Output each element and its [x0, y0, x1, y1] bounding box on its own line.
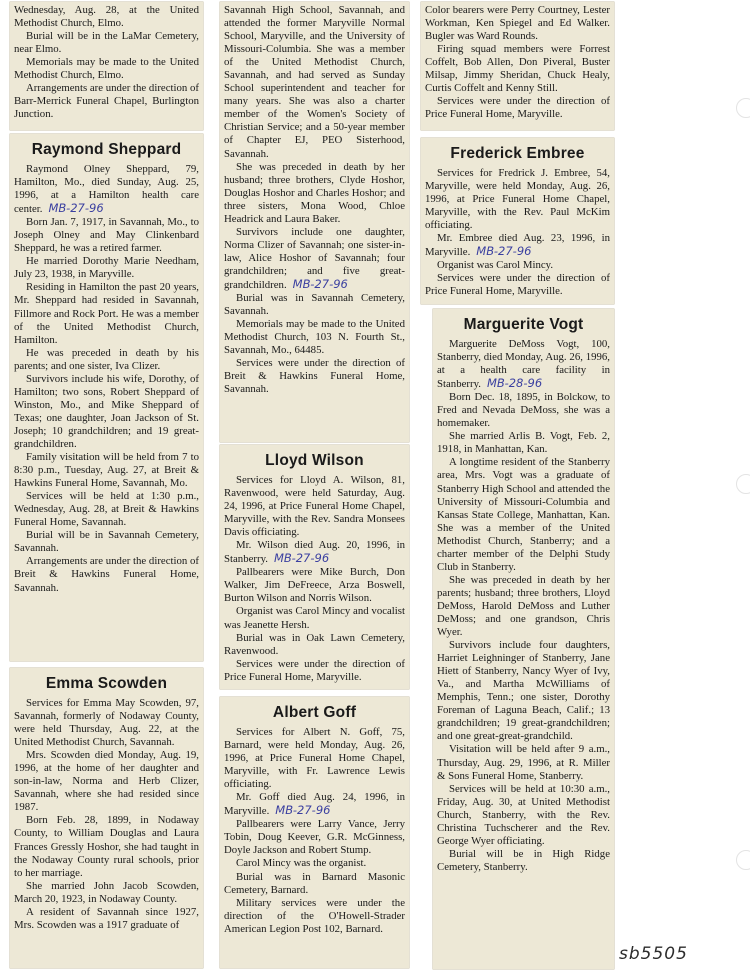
paragraph: Mrs. Scowden died Monday, Aug. 19, 1996, at the home of her daughter and son-in-law, Norma and Herb Clizer, Savannah, where she had resided since 1987.	[14, 749, 199, 814]
paragraph: Services for Lloyd A. Wilson, 81, Ravenwood, were held Saturday, Aug. 24, 1996, at Price Funeral Home Chapel, Maryville, with the Rev. Sandra Monsees Davis officiating.	[224, 474, 405, 539]
paragraph: Carol Mincy was the organist.	[236, 857, 367, 870]
paragraph: Born Dec. 18, 1895, in Bolckow, to Fred and Nevada DeMoss, she was a homemaker.	[437, 391, 610, 430]
obituary-heading: Emma Scowden	[45, 675, 168, 692]
paragraph: Residing in Hamilton the past 20 years, Mr. Sheppard had resided in Savannah, Fillmore and Rock Port. He was a member of the United Methodist Church, Hamilton.	[14, 281, 199, 346]
paragraph: Savannah High School, Savannah, and attended the former Maryville Normal School, Maryville, and the University of Missouri-Columbia. She was a member of the United Methodist Church, Savannah, and had served as Sunday School superintendent and teacher for many years. She was also a charter member of the Women's Society of Christian Service; and a 50-year member of Chapter EJ, PEO Sisterhood, Savannah.	[224, 4, 405, 160]
binder-hole	[736, 98, 750, 118]
paragraph: She was preceded in death by her husband; three brothers, Clyde Hoshor, Douglas Hoshor and Charles Hoshor; and three sisters, Mona Wood, Chloe Headrick and Laura Baker.	[224, 160, 405, 225]
paragraph: Services will be held at 1:30 p.m., Wednesday, Aug. 28, at Breit & Hawkins Funeral Home, Savannah.	[14, 490, 199, 529]
paragraph: Services were under the direction of Breit & Hawkins Funeral Home, Savannah.	[224, 357, 405, 396]
paragraph: Burial was in Oak Lawn Cemetery, Ravenwood.	[224, 631, 405, 657]
paragraph: Services will be held at 10:30 a.m., Friday, Aug. 30, at United Methodist Church, Stanberry, with the Rev. Christina Tuchscherer and the Rev. George Wyer officiating.	[437, 782, 610, 847]
paragraph: Marguerite DeMoss Vogt, 100, Stanberry, died Monday, Aug. 26, 1996, at a health care facility in Stanberry. MB-28-96	[437, 338, 610, 391]
obituary-albert-goff	[220, 697, 409, 968]
obituary-marguerite-vogt	[433, 309, 614, 969]
archive-id-label: sb5505	[619, 944, 688, 964]
paragraph: Color bearers were Perry Courtney, Lester Workman, Ken Spiegel and Ed Walker. Bugler was Ward Rounds.	[425, 4, 610, 43]
paragraph: Raymond Olney Sheppard, 79, Hamilton, Mo., died Sunday, Aug. 25, 1996, at a Hamilton health care center. MB-27-96	[14, 163, 199, 216]
text-line: Memorials may be made to the United Methodist Church, Elmo.	[14, 56, 199, 82]
paragraph: A longtime resident of the Stanberry area, Mrs. Vogt was a graduate of Stanberry High School and attended the University of Missouri-Columbia and Kansas State College, Manhattan, Kan. She was a member of the United Methodist Church, Stanberry; and a charter member of the Delphi Study Club in Stanberry.	[437, 456, 610, 573]
paragraph: Pallbearers were Larry Vance, Jerry Tobin, Doug Keever, G.R. McGinness, Doyle Jackson and Robert Stump.	[224, 818, 405, 857]
obituary-heading: Frederick Embree	[450, 145, 585, 162]
paragraph: Organist was Carol Mincy.	[437, 259, 554, 272]
paragraph: Burial was in Barnard Masonic Cemetery, Barnard.	[224, 870, 405, 896]
paragraph: Firing squad members were Forrest Coffelt, Bob Allen, Don Piveral, Buster Milsap, Jimmy Sheridan, Chuck Healy, Curtis Coffelt and Kenny Still.	[425, 43, 610, 95]
clipping-goff-continuation	[421, 2, 614, 130]
paragraph: She was preceded in death by her parents; husband; three brothers, Lloyd DeMoss, Harold DeMoss and Luther DeMoss; and one grandson, Chris Wyer.	[437, 573, 610, 639]
paragraph: Mr. Goff died Aug. 24, 1996, in Maryville. MB-27-96	[224, 791, 405, 818]
paragraph: Survivors include four daughters, Harriet Leighninger of Stanberry, Jane Hiett of Stanberry, Nancy Wyer of Ivy, Va., and Martha McWilliams of Memphis, Tenn.; one sister, Dorothy Foreman of Laguna Beach, Calif.; 13 grandchildren; 19 great-grandchildren; and one great-great-grandchild.	[437, 639, 610, 743]
paragraph: He was preceded in death by his parents; and one sister, Iva Clizer.	[14, 346, 199, 372]
paragraph: Mr. Embree died Aug. 23, 1996, in Maryville. MB-27-96	[425, 232, 610, 259]
paragraph: Born Jan. 7, 1917, in Savannah, Mo., to Joseph Olney and May Clinkenbard Sheppard, he was a retired farmer.	[14, 216, 199, 255]
binder-hole	[736, 474, 750, 494]
obituary-heading: Albert Goff	[272, 704, 357, 721]
text-line: Arrangements are under the direction of Barr-Merrick Funeral Chapel, Burlington Junction.	[14, 82, 199, 121]
handwritten-date-note: MB-27-96	[476, 244, 532, 259]
paragraph: Services were under the direction of Price Funeral Home, Maryville.	[224, 657, 405, 683]
paragraph: Survivors include his wife, Dorothy, of Hamilton; two sons, Robert Sheppard of Winston, Mo., and Mike Sheppard of Texas; one daughter, Joan Jackson of St. Joseph; 10 grandchildren; and 19 great-grandchildren.	[14, 372, 199, 450]
handwritten-date-note: MB-27-96	[273, 551, 330, 566]
paragraph: He married Dorothy Marie Needham, July 23, 1938, in Maryville.	[14, 255, 199, 281]
obituary-lloyd-wilson	[220, 445, 409, 689]
handwritten-date-note: MB-27-96	[275, 803, 331, 818]
paragraph: Military services were under the direction of the O'Howell-Strader American Legion Post 102, Barnard.	[224, 896, 405, 935]
obituary-raymond-sheppard	[10, 134, 203, 661]
obituary-heading: Raymond Sheppard	[31, 141, 182, 158]
handwritten-date-note: MB-28-96	[486, 376, 543, 391]
obituary-heading: Marguerite Vogt	[463, 316, 584, 333]
paragraph: Burial was in Savannah Cemetery, Savannah.	[224, 292, 405, 318]
paragraph: Family visitation will be held from 7 to 8:30 p.m., Tuesday, Aug. 27, at Breit & Hawkins Funeral Home, Savannah, Mo.	[14, 451, 199, 490]
paragraph: She married John Jacob Scowden, March 20, 1923, in Nodaway County.	[14, 879, 199, 905]
obituary-emma-scowden-continued	[220, 2, 409, 442]
paragraph: Services were under the direction of Price Funeral Home, Maryville.	[425, 272, 610, 298]
paragraph: Services for Fredrick J. Embree, 54, Maryville, were held Monday, Aug. 26, 1996, at Price Funeral Home Chapel, Maryville, with the Rev. Paul McKim officiating.	[425, 167, 610, 232]
text-line: Wednesday, Aug. 28, at the United Methodist Church, Elmo.	[14, 4, 199, 30]
paragraph: She married Arlis B. Vogt, Feb. 2, 1918, in Manhattan, Kan.	[437, 430, 610, 456]
paragraph: Visitation will be held after 9 a.m., Thursday, Aug. 29, 1996, at R. Miller & Sons Funeral Home, Stanberry.	[437, 743, 610, 782]
paragraph: Burial will be in Savannah Cemetery, Savannah.	[14, 529, 199, 555]
handwritten-date-note: MB-27-96	[48, 201, 104, 216]
paragraph: Organist was Carol Mincy and vocalist was Jeanette Hersh.	[224, 605, 405, 631]
obituary-frederick-embree	[421, 138, 614, 304]
text-line: Burial will be in the LaMar Cemetery, near Elmo.	[14, 30, 199, 56]
binder-hole	[736, 850, 750, 870]
paragraph: Pallbearers were Mike Burch, Don Walker, Jim DeFreece, Arza Boswell, Burton Wilson and Norris Wilson.	[224, 566, 405, 605]
paragraph: Arrangements are under the direction of Breit & Hawkins Funeral Home, Savannah.	[14, 555, 199, 594]
paragraph: Burial will be in High Ridge Cemetery, Stanberry.	[437, 847, 610, 873]
obituary-heading: Lloyd Wilson	[265, 452, 364, 469]
clipping-elmo-continuation	[10, 2, 203, 130]
handwritten-date-note: MB-27-96	[292, 276, 348, 291]
paragraph: Memorials may be made to the United Methodist Church, 103 N. Fourth St., Savannah, Mo., 64485.	[224, 318, 405, 357]
paragraph: Services for Emma May Scowden, 97, Savannah, formerly of Nodaway County, were held Thursday, Aug. 22, at the United Methodist Church, Savannah.	[14, 697, 199, 749]
paragraph: A resident of Savannah since 1927, Mrs. Scowden was a 1917 graduate of	[14, 905, 199, 931]
paragraph: Survivors include one daughter, Norma Clizer of Savannah; one sister-in-law, Alice Hoshor of Savannah; four grandchildren; and five great-grandchildren. MB-27-96	[224, 225, 405, 291]
paragraph: Services for Albert N. Goff, 75, Barnard, were held Monday, Aug. 26, 1996, at Price Funeral Home Chapel, Maryville, with Fr. Lawrence Lewis officiating.	[224, 726, 405, 791]
paragraph: Services were under the direction of Price Funeral Home, Maryville.	[425, 95, 610, 121]
paragraph: Born Feb. 28, 1899, in Nodaway County, to William Douglas and Laura Frances Gressly Hoshor, she had taught in the Nodaway County rural schools, prior to her marriage.	[14, 814, 199, 879]
obituary-emma-scowden	[10, 668, 203, 968]
paragraph: Mr. Wilson died Aug. 20, 1996, in Stanberry. MB-27-96	[224, 539, 405, 566]
